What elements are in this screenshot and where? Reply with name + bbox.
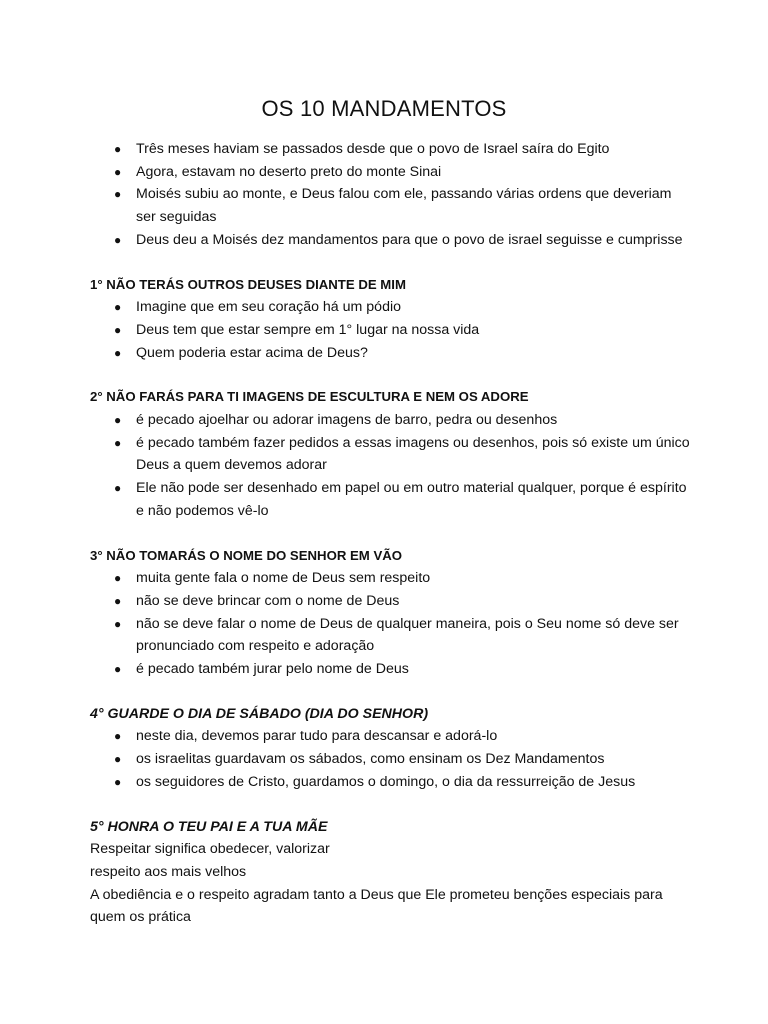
section-2-list bbox=[90, 409, 690, 523]
list-item-text: neste dia, devemos parar tudo para descansar e adorá-lo bbox=[136, 728, 498, 745]
bullet-icon: ● bbox=[114, 300, 122, 315]
section-heading-2: 2° NÃO FARÁS PARA TI IMAGENS DE ESCULTURA E NEM OS ADORE bbox=[90, 389, 529, 405]
bullet-icon: ● bbox=[114, 593, 122, 608]
bullet-icon: ● bbox=[114, 345, 122, 360]
list-item-text: os seguidores de Cristo, guardamos o domingo, o dia da ressurreição de Jesus bbox=[136, 773, 636, 790]
list-item bbox=[90, 613, 690, 658]
list-item-text: é pecado também jurar pelo nome de Deus bbox=[136, 661, 409, 678]
bullet-icon: ● bbox=[114, 571, 122, 586]
list-item bbox=[90, 319, 690, 342]
bullet-icon: ● bbox=[114, 142, 122, 156]
bullet-icon: ● bbox=[114, 729, 122, 744]
list-item bbox=[90, 229, 690, 252]
bullet-icon: ● bbox=[114, 481, 122, 496]
bullet-icon: ● bbox=[114, 413, 122, 428]
list-item-text: Deus tem que estar sempre em 1° lugar na nossa vida bbox=[136, 321, 480, 338]
list-item bbox=[90, 590, 690, 613]
list-item bbox=[90, 342, 690, 365]
document-body bbox=[90, 138, 690, 929]
section-3-list bbox=[90, 567, 690, 681]
bullet-icon: ● bbox=[114, 322, 122, 337]
section-4-list bbox=[90, 725, 690, 793]
bullet-icon: ● bbox=[114, 774, 122, 789]
paragraph-line: A obediência e o respeito agradam tanto a Deus que Ele prometeu benções especiais para quem os prática bbox=[90, 886, 663, 926]
list-item bbox=[90, 725, 690, 748]
list-item-text: muita gente fala o nome de Deus sem respeito bbox=[136, 570, 431, 587]
section-heading-4: 4° GUARDE O DIA DE SÁBADO (DIA DO SENHOR) bbox=[90, 705, 429, 722]
section-heading-1: 1° NÃO TERÁS OUTROS DEUSES DIANTE DE MIM bbox=[90, 276, 406, 292]
list-item-text: é pecado também fazer pedidos a essas imagens ou desenhos, pois só existe um único Deus a quem devemos adorar bbox=[136, 434, 690, 474]
paragraph-line: Respeitar significa obedecer, valorizar bbox=[90, 841, 330, 858]
bullet-icon: ● bbox=[114, 662, 122, 677]
bullet-icon: ● bbox=[114, 232, 122, 247]
page-title: OS 10 MANDAMENTOS bbox=[261, 96, 507, 121]
list-item-text: não se deve brincar com o nome de Deus bbox=[136, 592, 400, 609]
list-item bbox=[90, 409, 690, 432]
list-item-text: os israelitas guardavam os sábados, como ensinam os Dez Mandamentos bbox=[136, 751, 605, 768]
list-item-text: Deus deu a Moisés dez mandamentos para que o povo de israel seguisse e cumprisse bbox=[136, 231, 683, 248]
list-item bbox=[90, 658, 690, 681]
list-item bbox=[90, 567, 690, 590]
list-item bbox=[90, 183, 690, 228]
bullet-icon: ● bbox=[114, 435, 122, 450]
list-item-text: Três meses haviam se passados desde que o povo de Israel saíra do Egito bbox=[136, 141, 610, 157]
bullet-icon: ● bbox=[114, 164, 122, 179]
bullet-icon: ● bbox=[114, 752, 122, 767]
list-item bbox=[90, 748, 690, 771]
bullet-icon: ● bbox=[114, 187, 122, 202]
list-item-text: Moisés subiu ao monte, e Deus falou com ele, passando várias ordens que deveriam ser seguidas bbox=[136, 186, 672, 226]
list-item bbox=[90, 432, 690, 477]
list-item-text: Agora, estavam no deserto preto do monte Sinai bbox=[136, 163, 442, 180]
list-item bbox=[90, 161, 690, 184]
list-item bbox=[90, 296, 690, 319]
list-item-text: não se deve falar o nome de Deus de qualquer maneira, pois o Seu nome só deve ser pronunciado com respeito e adoração bbox=[136, 615, 679, 655]
section-heading-3: 3° NÃO TOMARÁS O NOME DO SENHOR EM VÃO bbox=[90, 547, 403, 563]
bullet-icon: ● bbox=[114, 616, 122, 631]
list-item-text: Imagine que em seu coração há um pódio bbox=[136, 299, 401, 316]
paragraph-line: respeito aos mais velhos bbox=[90, 863, 247, 880]
list-item bbox=[90, 771, 690, 794]
list-item-text: Quem poderia estar acima de Deus? bbox=[136, 344, 368, 361]
section-1-list bbox=[90, 296, 690, 364]
list-item-text: é pecado ajoelhar ou adorar imagens de barro, pedra ou desenhos bbox=[136, 412, 558, 429]
list-item bbox=[90, 477, 690, 522]
list-item bbox=[90, 138, 690, 161]
list-item-text: Ele não pode ser desenhado em papel ou em outro material qualquer, porque é espírito e não podemos vê-lo bbox=[136, 480, 687, 519]
section-heading-5: 5° HONRA O TEU PAI E A TUA MÃE bbox=[90, 818, 328, 835]
intro-list bbox=[90, 138, 690, 252]
